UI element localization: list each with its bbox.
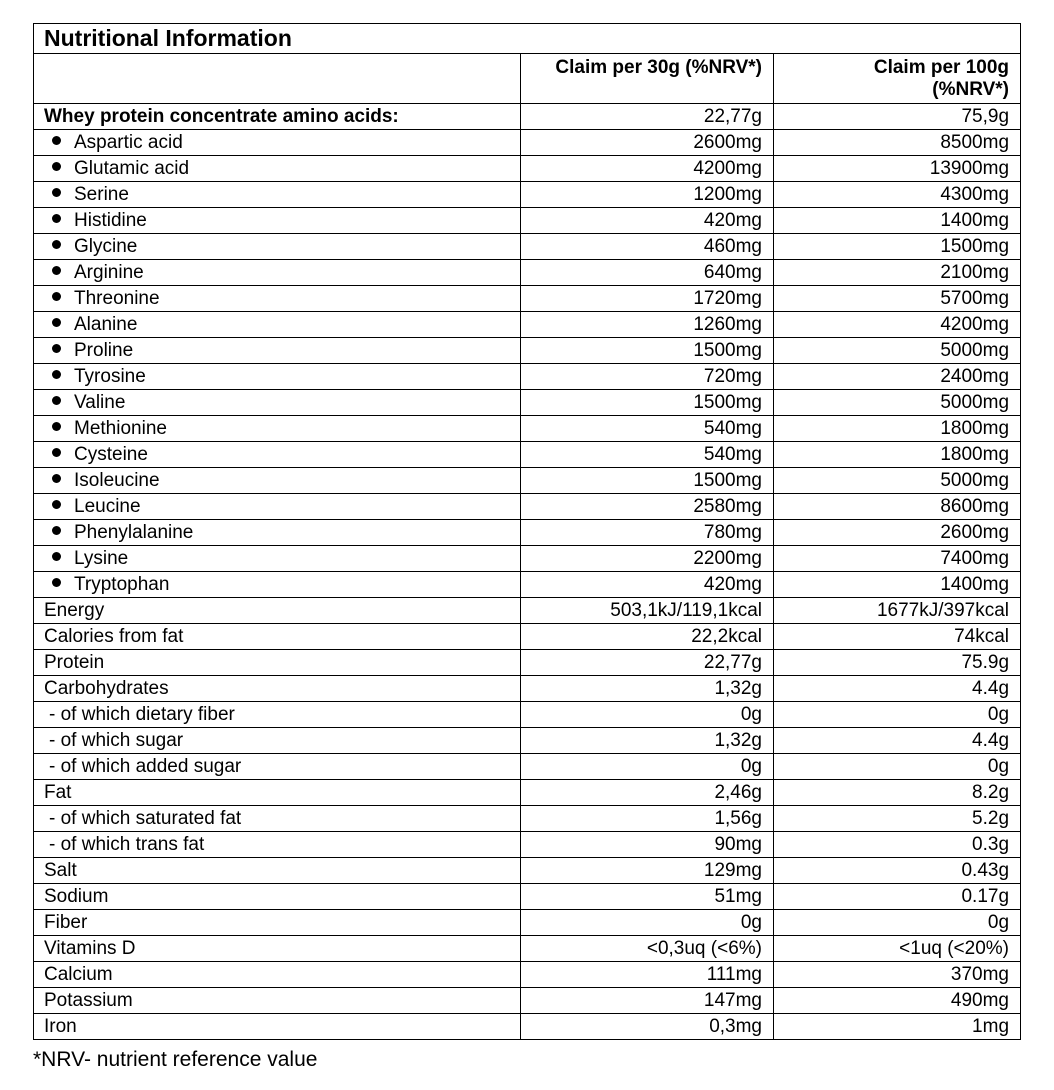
sub-nutrient-row	[34, 728, 1021, 754]
amino-acid-label: Arginine	[74, 262, 144, 283]
bullet-icon	[52, 474, 61, 483]
nutrient-per-30g: 51mg	[521, 884, 774, 910]
amino-acid-per-30g: 1500mg	[521, 338, 774, 364]
amino-acid-label: Threonine	[74, 288, 160, 309]
amino-acid-per-30g: 1500mg	[521, 390, 774, 416]
nutrient-per-100g: <1uq (<20%)	[774, 936, 1021, 962]
nutrient-per-100g: 5.2g	[774, 806, 1021, 832]
amino-acid-name	[34, 416, 521, 442]
nutrient-name: Calcium	[34, 962, 521, 988]
nutrient-per-30g: 1,56g	[521, 806, 774, 832]
nutrition-table	[33, 23, 1021, 1040]
amino-acid-per-100g: 5700mg	[774, 286, 1021, 312]
amino-group-row	[34, 104, 1021, 130]
amino-acid-per-100g: 1400mg	[774, 572, 1021, 598]
amino-acid-name	[34, 338, 521, 364]
amino-acid-label: Histidine	[74, 210, 147, 231]
sub-nutrient-row	[34, 754, 1021, 780]
nutrient-per-100g: 4.4g	[774, 676, 1021, 702]
amino-acid-row	[34, 338, 1021, 364]
amino-acid-per-30g: 640mg	[521, 260, 774, 286]
amino-acid-per-100g: 1800mg	[774, 416, 1021, 442]
nutrient-per-30g: 90mg	[521, 832, 774, 858]
amino-acid-per-100g: 5000mg	[774, 390, 1021, 416]
nutrient-per-30g: 503,1kJ/119,1kcal	[521, 598, 774, 624]
amino-acid-label: Tyrosine	[74, 366, 146, 387]
amino-acid-per-30g: 460mg	[521, 234, 774, 260]
nutrient-name: - of which trans fat	[34, 832, 521, 858]
nutrient-per-100g: 0.3g	[774, 832, 1021, 858]
nutrient-per-30g: 2,46g	[521, 780, 774, 806]
amino-acid-label: Aspartic acid	[74, 132, 183, 153]
nutrient-row	[34, 650, 1021, 676]
amino-acid-per-30g: 1260mg	[521, 312, 774, 338]
amino-acid-per-30g: 2200mg	[521, 546, 774, 572]
bullet-icon	[52, 214, 61, 223]
amino-acid-label: Methionine	[74, 418, 167, 439]
nutrient-name: Protein	[34, 650, 521, 676]
amino-acid-name	[34, 234, 521, 260]
bullet-icon	[52, 552, 61, 561]
nutrient-per-100g: 75.9g	[774, 650, 1021, 676]
amino-acid-name	[34, 364, 521, 390]
nutrient-per-100g: 74kcal	[774, 624, 1021, 650]
nutrient-name: Potassium	[34, 988, 521, 1014]
nutrient-per-100g: 8.2g	[774, 780, 1021, 806]
amino-acid-per-30g: 540mg	[521, 416, 774, 442]
nutrient-name: Energy	[34, 598, 521, 624]
amino-acid-per-30g: 420mg	[521, 572, 774, 598]
nutrient-per-100g: 0.17g	[774, 884, 1021, 910]
nutrient-per-100g: 0g	[774, 754, 1021, 780]
nutrient-per-30g: 0g	[521, 702, 774, 728]
nutrient-per-30g: 1,32g	[521, 728, 774, 754]
nutrient-per-100g: 0.43g	[774, 858, 1021, 884]
amino-acid-row	[34, 130, 1021, 156]
nutrient-per-30g: 22,2kcal	[521, 624, 774, 650]
amino-acid-per-100g: 1800mg	[774, 442, 1021, 468]
nutrient-row	[34, 910, 1021, 936]
amino-acid-name	[34, 312, 521, 338]
nutrient-row	[34, 936, 1021, 962]
sub-nutrient-row	[34, 832, 1021, 858]
amino-group-per-100g: 75,9g	[774, 104, 1021, 130]
amino-acid-per-100g: 2400mg	[774, 364, 1021, 390]
nutrient-per-100g: 490mg	[774, 988, 1021, 1014]
bullet-icon	[52, 162, 61, 171]
nutrient-per-30g: 147mg	[521, 988, 774, 1014]
nutrient-name: Salt	[34, 858, 521, 884]
amino-acid-per-100g: 13900mg	[774, 156, 1021, 182]
amino-acid-name	[34, 182, 521, 208]
amino-acid-name	[34, 286, 521, 312]
amino-acid-row	[34, 494, 1021, 520]
amino-acid-per-100g: 4200mg	[774, 312, 1021, 338]
amino-acid-label: Leucine	[74, 496, 141, 517]
amino-acid-per-100g: 5000mg	[774, 468, 1021, 494]
nutrient-name: - of which dietary fiber	[34, 702, 521, 728]
amino-acid-row	[34, 182, 1021, 208]
amino-acid-name	[34, 468, 521, 494]
amino-acid-row	[34, 260, 1021, 286]
amino-acid-row	[34, 546, 1021, 572]
amino-acid-per-100g: 5000mg	[774, 338, 1021, 364]
amino-acid-name	[34, 442, 521, 468]
amino-acid-row	[34, 572, 1021, 598]
amino-acid-name	[34, 390, 521, 416]
amino-acid-name	[34, 494, 521, 520]
header-per-100g	[774, 54, 1021, 104]
nutrient-per-30g: 22,77g	[521, 650, 774, 676]
header-per-30g: Claim per 30g (%NRV*)	[521, 54, 774, 104]
bullet-icon	[52, 318, 61, 327]
amino-acid-per-30g: 2600mg	[521, 130, 774, 156]
bullet-icon	[52, 370, 61, 379]
amino-acid-name	[34, 260, 521, 286]
nutrient-row	[34, 858, 1021, 884]
nutrient-per-30g: 0g	[521, 910, 774, 936]
amino-acid-per-30g: 540mg	[521, 442, 774, 468]
nutrient-per-100g: 1677kJ/397kcal	[774, 598, 1021, 624]
bullet-icon	[52, 240, 61, 249]
amino-acid-per-30g: 1500mg	[521, 468, 774, 494]
amino-acid-row	[34, 156, 1021, 182]
amino-acid-per-100g: 8600mg	[774, 494, 1021, 520]
amino-acid-label: Serine	[74, 184, 129, 205]
bullet-icon	[52, 578, 61, 587]
column-header-row	[34, 54, 1021, 104]
amino-acid-per-30g: 4200mg	[521, 156, 774, 182]
amino-acid-label: Tryptophan	[74, 574, 170, 595]
amino-acid-per-100g: 2600mg	[774, 520, 1021, 546]
nutrient-per-30g: 0,3mg	[521, 1014, 774, 1040]
bullet-icon	[52, 396, 61, 405]
bullet-icon	[52, 448, 61, 457]
nutrient-row	[34, 988, 1021, 1014]
amino-acid-per-30g: 720mg	[521, 364, 774, 390]
amino-acid-row	[34, 312, 1021, 338]
nutrient-name: Calories from fat	[34, 624, 521, 650]
nutrient-row	[34, 884, 1021, 910]
amino-acid-per-100g: 2100mg	[774, 260, 1021, 286]
amino-acid-per-100g: 1400mg	[774, 208, 1021, 234]
amino-acid-per-100g: 8500mg	[774, 130, 1021, 156]
amino-acid-row	[34, 208, 1021, 234]
bullet-icon	[52, 266, 61, 275]
bullet-icon	[52, 188, 61, 197]
bullet-icon	[52, 344, 61, 353]
nutrient-row	[34, 676, 1021, 702]
amino-acid-row	[34, 442, 1021, 468]
amino-acid-per-30g: 2580mg	[521, 494, 774, 520]
nutrient-name: Carbohydrates	[34, 676, 521, 702]
nutrient-per-30g: 1,32g	[521, 676, 774, 702]
bullet-icon	[52, 422, 61, 431]
nutrient-row	[34, 624, 1021, 650]
amino-acid-row	[34, 390, 1021, 416]
nutrient-per-30g: <0,3uq (<6%)	[521, 936, 774, 962]
amino-acid-per-30g: 1200mg	[521, 182, 774, 208]
nutrient-row	[34, 598, 1021, 624]
amino-acid-per-100g: 4300mg	[774, 182, 1021, 208]
amino-group-per-30g: 22,77g	[521, 104, 774, 130]
amino-acid-name	[34, 520, 521, 546]
bullet-icon	[52, 500, 61, 509]
nutrient-name: - of which sugar	[34, 728, 521, 754]
amino-acid-row	[34, 234, 1021, 260]
amino-acid-row	[34, 364, 1021, 390]
bullet-icon	[52, 136, 61, 145]
nutrient-name: Fiber	[34, 910, 521, 936]
amino-acid-label: Glutamic acid	[74, 158, 190, 179]
header-per-100g-line1: Claim per 100g	[873, 57, 1010, 78]
header-per-100g-line2: (%NRV*)	[932, 79, 1010, 100]
nutrient-per-30g: 0g	[521, 754, 774, 780]
amino-acid-per-30g: 420mg	[521, 208, 774, 234]
amino-acid-per-30g: 780mg	[521, 520, 774, 546]
nutrient-name: Vitamins D	[34, 936, 521, 962]
nutrient-name: - of which added sugar	[34, 754, 521, 780]
amino-acid-label: Proline	[74, 340, 134, 361]
amino-group-label: Whey protein concentrate amino acids:	[34, 104, 521, 130]
nutrient-per-30g: 129mg	[521, 858, 774, 884]
amino-acid-name	[34, 130, 521, 156]
nutrient-row	[34, 780, 1021, 806]
nutrient-name: Fat	[34, 780, 521, 806]
header-empty-cell	[34, 54, 521, 104]
footnote: *NRV- nutrient reference value	[33, 1048, 318, 1071]
nutrient-row	[34, 1014, 1021, 1040]
bullet-icon	[52, 292, 61, 301]
amino-acid-label: Alanine	[74, 314, 138, 335]
amino-acid-name	[34, 156, 521, 182]
amino-acid-label: Phenylalanine	[74, 522, 194, 543]
amino-acid-label: Isoleucine	[74, 470, 160, 491]
amino-acid-row	[34, 468, 1021, 494]
nutrient-per-100g: 0g	[774, 910, 1021, 936]
amino-acid-label: Cysteine	[74, 444, 148, 465]
table-title: Nutritional Information	[34, 24, 1021, 54]
nutrient-per-100g: 370mg	[774, 962, 1021, 988]
nutrient-name: Iron	[34, 1014, 521, 1040]
amino-acid-per-100g: 1500mg	[774, 234, 1021, 260]
sub-nutrient-row	[34, 702, 1021, 728]
sub-nutrient-row	[34, 806, 1021, 832]
nutrient-name: Sodium	[34, 884, 521, 910]
amino-acid-row	[34, 520, 1021, 546]
nutrient-per-30g: 111mg	[521, 962, 774, 988]
nutrient-per-100g: 4.4g	[774, 728, 1021, 754]
nutrient-row	[34, 962, 1021, 988]
nutrient-per-100g: 0g	[774, 702, 1021, 728]
amino-acid-label: Valine	[74, 392, 126, 413]
nutrient-per-100g: 1mg	[774, 1014, 1021, 1040]
amino-acid-name	[34, 572, 521, 598]
nutrient-name: - of which saturated fat	[34, 806, 521, 832]
amino-acid-row	[34, 416, 1021, 442]
amino-acid-row	[34, 286, 1021, 312]
amino-acid-label: Glycine	[74, 236, 138, 257]
amino-acid-label: Lysine	[74, 548, 129, 569]
amino-acid-name	[34, 546, 521, 572]
amino-acid-per-30g: 1720mg	[521, 286, 774, 312]
bullet-icon	[52, 526, 61, 535]
amino-acid-per-100g: 7400mg	[774, 546, 1021, 572]
title-row	[34, 24, 1021, 54]
amino-acid-name	[34, 208, 521, 234]
